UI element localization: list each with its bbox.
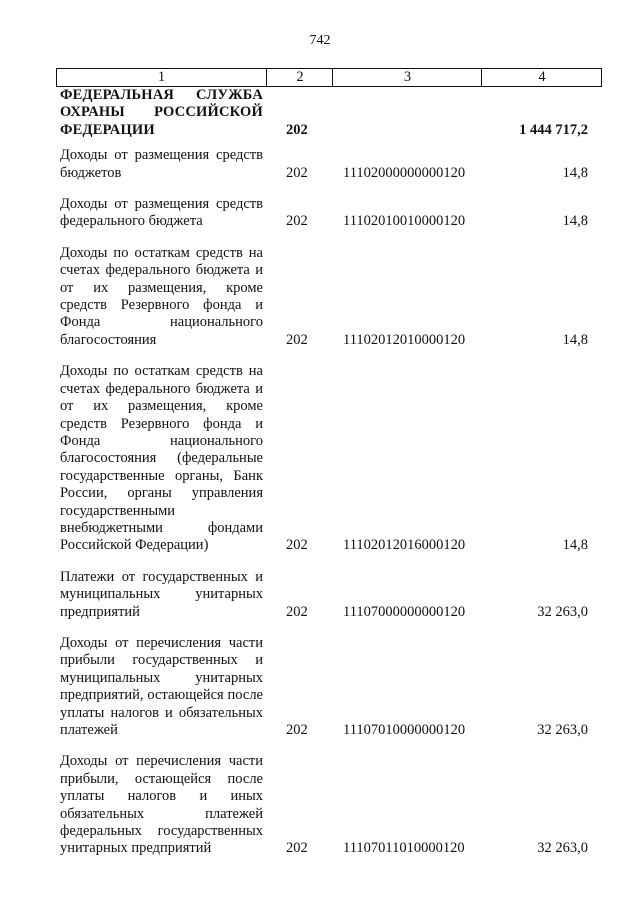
row-classification-code: 11102012010000120 <box>343 331 466 348</box>
column-header-row <box>56 68 602 87</box>
row-chief-admin-code: 202 <box>286 603 308 620</box>
table-row <box>56 196 600 231</box>
row-chief-admin-code: 202 <box>286 722 308 738</box>
row-classification-code: 11102012016000120 <box>343 537 466 554</box>
row-name: Доходы по остаткам средств на счетах федерального бюджета и от их размещения, кроме средств Резервного фонда и Фонда национального благосостояния (федеральные государственные органы, Банк России, органы управления государственными внебюджетными фондами Российской Федерации) <box>60 363 263 554</box>
row-chief-admin-code: 202 <box>286 331 308 348</box>
table-row <box>56 363 600 554</box>
row-amount: 14,8 <box>562 537 588 554</box>
column-header-2: 2 <box>266 69 333 86</box>
revenue-table-body <box>56 87 600 872</box>
row-name: Доходы от перечисления части прибыли государственных и муниципальных унитарных предприятий, остающейся после уплаты налогов и обязательных платежей <box>60 634 263 738</box>
row-chief-admin-code: 202 <box>286 121 308 138</box>
table-row <box>56 569 600 621</box>
table-row <box>56 147 600 182</box>
column-header-4: 4 <box>481 69 602 86</box>
table-row <box>56 753 600 857</box>
row-name: Доходы от размещения средств федерального бюджета <box>60 196 263 230</box>
row-amount: 14,8 <box>562 331 588 348</box>
row-name: Доходы от размещения средств бюджетов <box>60 147 263 181</box>
row-classification-code: 11102010010000120 <box>343 213 466 230</box>
row-classification-code: 11102000000000120 <box>343 164 466 181</box>
table-row <box>56 245 600 349</box>
row-classification-code: 11107010000000120 <box>343 722 466 738</box>
row-classification-code: 11107011010000120 <box>343 840 465 857</box>
row-name: Платежи от государственных и муниципальных унитарных предприятий <box>60 568 263 620</box>
row-amount: 14,8 <box>562 213 588 230</box>
column-header-1: 1 <box>157 69 166 85</box>
row-chief-admin-code: 202 <box>286 213 308 230</box>
column-header-3: 3 <box>332 69 482 86</box>
row-name: Доходы от перечисления части прибыли, остающейся после уплаты налогов и иных обязательных платежей федеральных государственных унитарных предприятий <box>60 753 263 857</box>
row-amount: 14,8 <box>562 164 588 181</box>
page-number: 742 <box>309 33 331 48</box>
table-row <box>56 635 600 739</box>
row-chief-admin-code: 202 <box>286 164 308 181</box>
row-amount: 1 444 717,2 <box>519 121 588 138</box>
row-amount: 32 263,0 <box>537 840 588 857</box>
row-amount: 32 263,0 <box>537 722 588 738</box>
row-amount: 32 263,0 <box>537 603 588 620</box>
row-chief-admin-code: 202 <box>286 840 308 857</box>
row-classification-code: 11107000000000120 <box>343 603 466 620</box>
row-chief-admin-code: 202 <box>286 537 308 554</box>
row-name: ФЕДЕРАЛЬНАЯ СЛУЖБА ОХРАНЫ РОССИЙСКОЙ ФЕДЕРАЦИИ <box>60 87 263 138</box>
table-row-agency <box>56 87 600 139</box>
row-name: Доходы по остаткам средств на счетах федерального бюджета и от их размещения, кроме средств Резервного фонда и Фонда национального благосостояния <box>60 244 263 348</box>
